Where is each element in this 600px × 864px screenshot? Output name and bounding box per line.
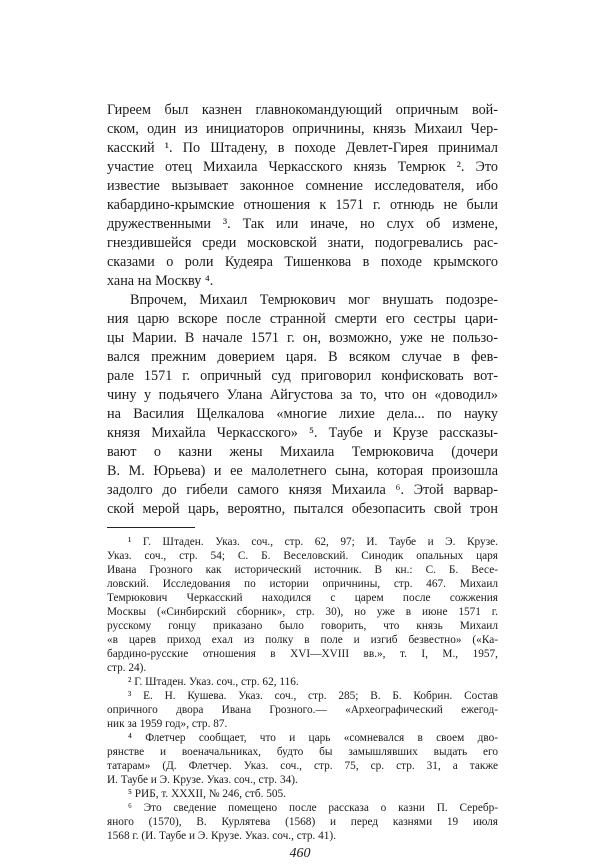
footnote-line: татарам» (Д. Флетчер. Указ. соч., стр. 75, ср. стр. 31, а также bbox=[107, 760, 498, 772]
text-line: участие отец Михаила Черкасского князь Темрюк ². Это bbox=[107, 159, 498, 175]
footnote-line: Москвы («Синбирский сборник», стр. 30), но уже в июне 1571 г. bbox=[107, 606, 498, 618]
footnote-line: стр. 24). bbox=[107, 662, 147, 674]
text-line: чину у подьячего Улана Айгустова за то, что он «доводил» bbox=[107, 387, 498, 403]
footnote-line: ник за 1959 год», стр. 87. bbox=[107, 718, 228, 730]
footnote-line: Указ. соч., стр. 54; С. Б. Веселовский. Синодик опальных царя bbox=[107, 550, 498, 562]
text-line: на Василия Щелкалова «многие лихие дела... по науку bbox=[107, 406, 498, 422]
text-line: дружественными ³. Так или иначе, но слух об измене, bbox=[107, 216, 498, 232]
text-line: Впрочем, Михаил Темрюкович мог внушать подозре- bbox=[130, 292, 498, 308]
text-line: хана на Москву ⁴. bbox=[107, 273, 214, 289]
text-line: известие вызывает законное сомнение исследователя, ибо bbox=[107, 178, 498, 194]
footnote-divider bbox=[107, 527, 195, 528]
text-line: гнездившейся среди московской знати, подогревались рас- bbox=[107, 235, 498, 251]
text-line: вался прежним доверием царя. В всяком случае в фев- bbox=[107, 349, 498, 365]
text-line: рале 1571 г. опричный суд приговорил конфисковать вот- bbox=[107, 368, 498, 384]
footnote-line: ⁶ Это сведение помещено после рассказа о казни П. Серебр- bbox=[128, 802, 498, 814]
footnote-line: ⁵ РИБ, т. XXXII, № 246, стб. 505. bbox=[128, 788, 287, 800]
footnote-line: ² Г. Штаден. Указ. соч., стр. 62, 116. bbox=[128, 676, 299, 688]
text-line: ния царю вскоре после странной смерти его сестры цари- bbox=[107, 311, 498, 327]
footnote-line: ¹ Г. Штаден. Указ. соч., стр. 62, 97; И. Таубе и Э. Крузе. bbox=[128, 536, 498, 548]
footnote-line: бардино-русские отношения в XVI—XVIII вв.», т. I, М., 1957, bbox=[107, 648, 498, 660]
text-line: цы Марии. В начале 1571 г. он, возможно, уже не пользо- bbox=[107, 330, 498, 346]
text-line: ской мерой царь, вероятно, пытался обезопасить свой трон bbox=[107, 501, 498, 517]
text-line: ском, один из инициаторов опричнины, князь Михаил Чер- bbox=[107, 121, 498, 137]
text-line: Гиреем был казнен главнокомандующий опричным вой- bbox=[107, 102, 498, 118]
footnote-line: И. Таубе и Э. Крузе. Указ. соч., стр. 34). bbox=[107, 774, 298, 786]
page-number: 460 bbox=[289, 846, 311, 861]
footnote-line: ⁴ Флетчер сообщает, что и царь «сомневался в своем дво- bbox=[128, 732, 498, 744]
footnote-line: русскому гонцу приказано было говорить, что князь Михаил bbox=[107, 620, 498, 632]
text-line: касский ¹. По Штадену, в походе Девлет-Гирея принимал bbox=[107, 140, 498, 156]
footnote-line: 1568 г. (И. Таубе и Э. Крузе. Указ. соч., стр. 41). bbox=[107, 830, 337, 842]
footnote-line: ловский. Исследования по истории опричнины, стр. 467. Михаил bbox=[107, 578, 498, 590]
text-line: В. М. Юрьева) и ее малолетнего сына, которая произошла bbox=[107, 463, 498, 479]
footnote-line: Ивана Грозного как исторический источник. В кн.: С. Б. Весе- bbox=[107, 564, 498, 576]
footnote-line: ³ Е. Н. Кушева. Указ. соч., стр. 285; В. Б. Кобрин. Состав bbox=[128, 690, 498, 702]
footnote-line: Темрюкович Черкасский находился с царем после сожжения bbox=[107, 592, 498, 604]
text-line: сказами о роли Кудеяра Тишенкова в походе крымского bbox=[107, 254, 498, 270]
text-line: задолго до гибели самого князя Михаила ⁶. Этой варвар- bbox=[107, 482, 498, 498]
footnote-line: опричного двора Ивана Грозного.— «Археографический ежегод- bbox=[107, 704, 498, 716]
text-line: князя Михайла Черкасского» ⁵. Таубе и Крузе рассказы- bbox=[107, 425, 498, 441]
text-line: вают о казни жены Михаила Темрюковича (дочери bbox=[107, 444, 498, 460]
footnote-line: «в царев приход ехал из полку в поле и изгиб безвестно» («Ка- bbox=[107, 634, 498, 646]
footnote-line: яного (1570), В. Курлятева (1568) и перед казнями 19 июля bbox=[107, 816, 498, 828]
footnote-line: рянстве и военачальниках, будто бы замышлявших выдать его bbox=[107, 746, 498, 758]
text-line: кабардино-крымские отношения к 1571 г. отнюдь не были bbox=[107, 197, 498, 213]
